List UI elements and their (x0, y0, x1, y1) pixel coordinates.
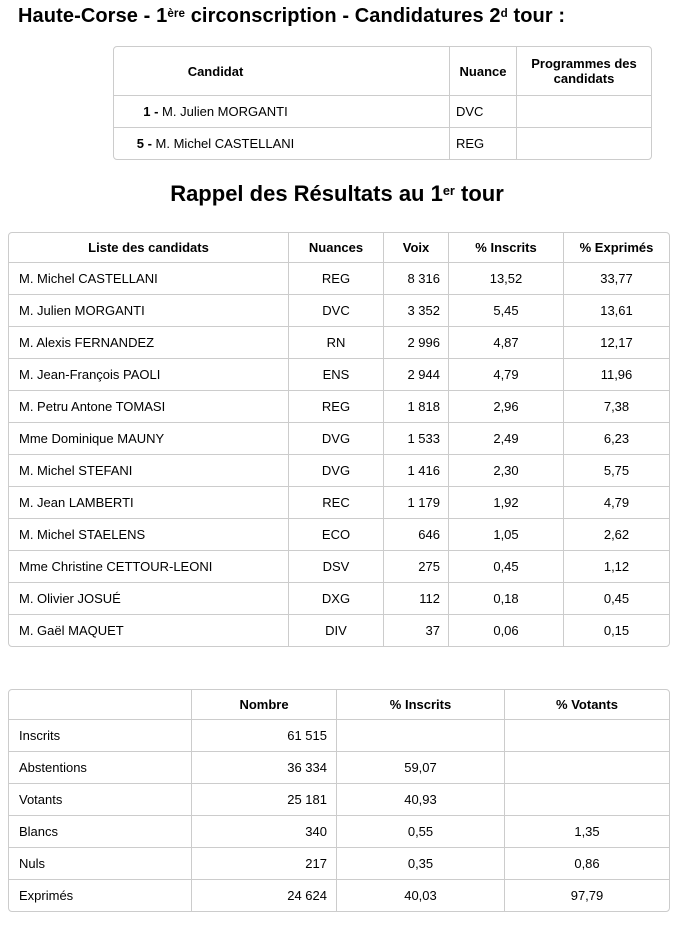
pct-inscrits-cell: 40,93 (336, 783, 504, 815)
totals-row (9, 847, 669, 879)
page-title-text-1: Haute-Corse - 1 (18, 5, 168, 27)
pct-votants-cell (504, 720, 669, 751)
liste-cell: M. Julien MORGANTI (9, 294, 288, 326)
liste-cell: M. Gaël MAQUET (9, 614, 288, 646)
recall-heading-superscript-er: er (442, 183, 455, 199)
candidat-cell (114, 96, 449, 127)
liste-cell: M. Jean-François PAOLI (9, 358, 288, 390)
pct-votants-cell: 0,86 (504, 847, 669, 879)
nombre-column-header: Nombre (191, 690, 336, 720)
nombre-cell: 24 624 (191, 879, 336, 911)
liste-cell: M. Michel STAELENS (9, 518, 288, 550)
empty-column-header (9, 690, 191, 720)
results-row (9, 294, 669, 326)
voix-cell: 3 352 (383, 294, 448, 326)
election-results-page (0, 4, 674, 912)
pct-votants-cell (504, 751, 669, 783)
nombre-cell: 36 334 (191, 751, 336, 783)
pct-inscrits-cell: 2,96 (448, 390, 563, 422)
pct-exprimes-cell: 1,12 (563, 550, 669, 582)
candidatures-header-row (114, 47, 651, 96)
voix-cell: 8 316 (383, 263, 448, 294)
programme-cell (516, 127, 651, 159)
voix-cell: 2 944 (383, 358, 448, 390)
results-row (9, 263, 669, 294)
results-row (9, 518, 669, 550)
totals-row (9, 751, 669, 783)
pct-inscrits-cell: 0,55 (336, 815, 504, 847)
pct-exprimes-cell: 33,77 (563, 263, 669, 294)
page-title-superscript-d: d (500, 6, 508, 20)
first-round-results-table (8, 232, 670, 647)
voix-column-header: Voix (383, 233, 448, 263)
voix-cell: 1 818 (383, 390, 448, 422)
pct-votants-cell: 97,79 (504, 879, 669, 911)
page-title-text-2: circonscription - Candidatures 2 (185, 5, 501, 27)
voix-cell: 646 (383, 518, 448, 550)
total-label-cell: Votants (9, 783, 191, 815)
pct-votants-cell: 1,35 (504, 815, 669, 847)
liste-cell: M. Olivier JOSUÉ (9, 582, 288, 614)
pct-exprimes-cell: 13,61 (563, 294, 669, 326)
pct-inscrits-column-header: % Inscrits (448, 233, 563, 263)
nombre-cell: 340 (191, 815, 336, 847)
total-label-cell: Exprimés (9, 879, 191, 911)
voix-cell: 1 416 (383, 454, 448, 486)
totals-row (9, 879, 669, 911)
pct-exprimes-cell: 5,75 (563, 454, 669, 486)
totals-header-row (9, 690, 669, 720)
candidat-column-header: Candidat (114, 47, 449, 96)
total-label-cell: Inscrits (19, 728, 61, 743)
nuance-cell: ECO (288, 518, 383, 550)
results-row (9, 550, 669, 582)
pct-inscrits-cell: 13,52 (448, 263, 563, 294)
pct-inscrits-cell: 1,05 (448, 518, 563, 550)
pct-votants-column-header: % Votants (504, 690, 669, 720)
pct-exprimes-cell: 7,38 (563, 390, 669, 422)
nuance-cell: DVG (288, 422, 383, 454)
page-title (18, 4, 674, 28)
results-row (9, 358, 669, 390)
pct-inscrits-cell: 1,92 (448, 486, 563, 518)
pct-exprimes-column-header: % Exprimés (563, 233, 669, 263)
results-row (9, 582, 669, 614)
pct-exprimes-cell: 12,17 (563, 326, 669, 358)
nuance-cell: REG (288, 263, 383, 294)
pct-inscrits-cell: 2,49 (448, 422, 563, 454)
programmes-column-header: Programmes des candidats (516, 47, 651, 96)
liste-cell: Mme Dominique MAUNY (9, 422, 288, 454)
page-title-superscript-ere: ère (167, 6, 186, 20)
pct-exprimes-cell: 0,15 (563, 614, 669, 646)
totals-row (9, 720, 669, 751)
nuance-cell: DVC (288, 294, 383, 326)
results-row (9, 614, 669, 646)
candidatures-table (113, 46, 652, 160)
recall-heading-text-1: Rappel des Résultats au 1 (170, 181, 443, 206)
nuance-cell: DXG (288, 582, 383, 614)
liste-cell: M. Michel CASTELLANI (19, 271, 158, 286)
voix-cell: 275 (383, 550, 448, 582)
pct-inscrits-cell: 5,45 (448, 294, 563, 326)
liste-cell: M. Michel STEFANI (9, 454, 288, 486)
nombre-cell: 61 515 (191, 720, 336, 751)
nombre-cell: 217 (191, 847, 336, 879)
pct-inscrits-cell: 0,35 (336, 847, 504, 879)
nuance-cell: REC (288, 486, 383, 518)
nuance-cell: DSV (288, 550, 383, 582)
candidature-row (114, 96, 651, 127)
total-label-cell: Blancs (9, 815, 191, 847)
results-row (9, 454, 669, 486)
pct-inscrits-column-header: % Inscrits (336, 690, 504, 720)
pct-inscrits-cell: 2,30 (448, 454, 563, 486)
nuances-column-header: Nuances (288, 233, 383, 263)
nuance-cell: DVC (449, 96, 516, 127)
total-label-cell: Abstentions (9, 751, 191, 783)
liste-column-header: Liste des candidats (9, 233, 288, 263)
voix-cell: 1 533 (383, 422, 448, 454)
results-row (9, 326, 669, 358)
pct-inscrits-cell: 59,07 (336, 751, 504, 783)
voix-cell: 37 (383, 614, 448, 646)
pct-inscrits-cell (336, 720, 504, 751)
liste-cell: Mme Christine CETTOUR-LEONI (9, 550, 288, 582)
pct-exprimes-cell: 0,45 (563, 582, 669, 614)
page-title-text-3: tour : (507, 5, 566, 27)
pct-inscrits-cell: 0,06 (448, 614, 563, 646)
candidate-name: M. Julien MORGANTI (162, 104, 288, 119)
pct-inscrits-cell: 4,87 (448, 326, 563, 358)
pct-inscrits-cell: 40,03 (336, 879, 504, 911)
pct-exprimes-cell: 2,62 (563, 518, 669, 550)
recall-heading (0, 181, 674, 207)
voix-cell: 112 (383, 582, 448, 614)
total-label-cell: Nuls (9, 847, 191, 879)
nombre-cell: 25 181 (191, 783, 336, 815)
pct-inscrits-cell: 0,18 (448, 582, 563, 614)
nuance-cell: ENS (288, 358, 383, 390)
pct-inscrits-cell: 0,45 (448, 550, 563, 582)
totals-row (9, 783, 669, 815)
results-row (9, 390, 669, 422)
pct-votants-cell (504, 783, 669, 815)
liste-cell: M. Petru Antone TOMASI (9, 390, 288, 422)
totals-row (9, 815, 669, 847)
voix-cell: 2 996 (383, 326, 448, 358)
candidat-cell (114, 127, 449, 159)
nuance-cell: DVG (288, 454, 383, 486)
ballot-number: 5 - (136, 136, 152, 151)
nuance-cell: DIV (288, 614, 383, 646)
liste-cell: M. Jean LAMBERTI (9, 486, 288, 518)
programme-cell (516, 96, 651, 127)
pct-exprimes-cell: 6,23 (563, 422, 669, 454)
candidate-name: M. Michel CASTELLANI (155, 136, 295, 151)
pct-exprimes-cell: 11,96 (563, 358, 669, 390)
nuance-column-header: Nuance (449, 47, 516, 96)
pct-exprimes-cell: 4,79 (563, 486, 669, 518)
results-row (9, 486, 669, 518)
totals-table (8, 689, 670, 912)
nuance-cell: REG (288, 390, 383, 422)
nuance-cell: REG (449, 127, 516, 159)
voix-cell: 1 179 (383, 486, 448, 518)
pct-inscrits-cell: 4,79 (448, 358, 563, 390)
results-header-row (9, 233, 669, 263)
results-row (9, 422, 669, 454)
nuance-cell: RN (288, 326, 383, 358)
recall-heading-text-2: tour (454, 181, 504, 206)
ballot-number: 1 - (143, 104, 159, 119)
candidature-row (114, 127, 651, 159)
liste-cell: M. Alexis FERNANDEZ (9, 326, 288, 358)
